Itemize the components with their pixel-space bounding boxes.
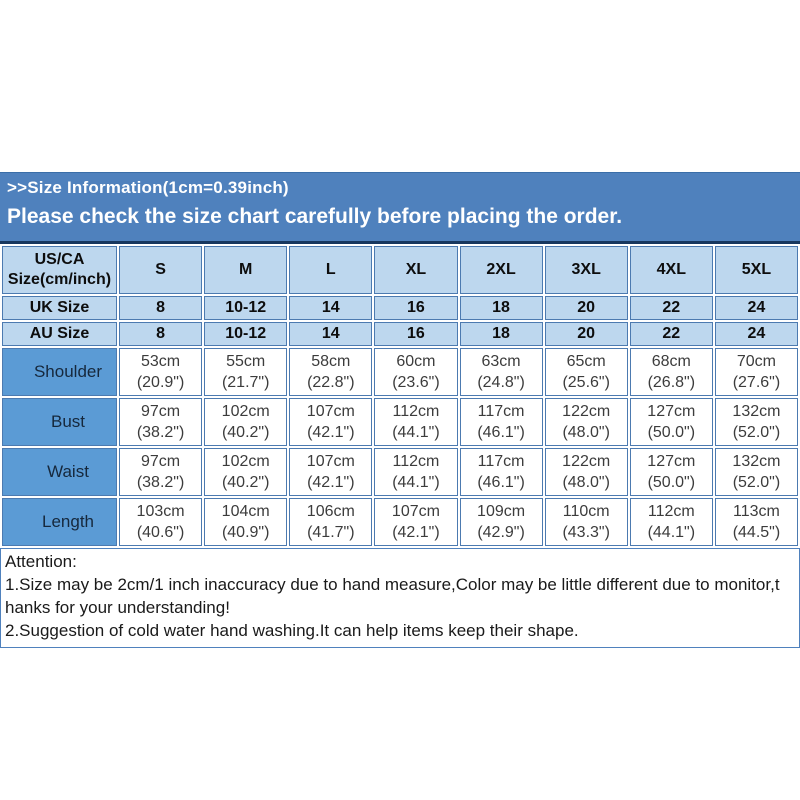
attention-line: hanks for your understanding! [5, 598, 230, 617]
measurement-cell [715, 448, 798, 496]
size-value-cell: 24 [715, 322, 798, 346]
size-column-header: M [204, 246, 287, 294]
measurement-cm: 104cm [221, 503, 270, 520]
measurement-inch: (26.8") [647, 374, 696, 391]
measurement-cm: 106cm [306, 503, 355, 520]
corner-header-line: US/CA [34, 251, 85, 268]
measurement-inch: (44.1") [392, 474, 440, 491]
measurement-inch: (20.9") [136, 374, 185, 391]
measurement-cell [460, 448, 543, 496]
measurement-inch: (44.1") [392, 424, 440, 441]
measurement-inch: (46.1") [477, 424, 525, 441]
measurement-inch: (24.8") [477, 374, 525, 391]
measurement-cell [289, 398, 372, 446]
measurement-cm: 112cm [647, 503, 695, 520]
size-conversion-row [2, 322, 798, 346]
size-column-header: 4XL [630, 246, 713, 294]
measurement-cm: 97cm [141, 453, 181, 470]
measurement-inch: (46.1") [477, 474, 525, 491]
measurement-inch: (21.7") [221, 374, 270, 391]
measurement-cell [204, 498, 287, 546]
measurement-row [2, 348, 798, 396]
measurement-cell [545, 398, 628, 446]
top-whitespace [0, 0, 800, 172]
measurement-row-label: Bust [2, 398, 117, 446]
measurement-inch: (43.3") [562, 524, 610, 541]
measurement-inch: (41.7") [307, 524, 355, 541]
measurement-cell [460, 348, 543, 396]
measurement-cell [545, 448, 628, 496]
size-column-header: 3XL [545, 246, 628, 294]
banner-subtitle: Please check the size chart carefully before placing the order. [7, 205, 623, 228]
measurement-cell [119, 448, 202, 496]
size-value-cell: 24 [715, 296, 798, 320]
measurement-cm: 107cm [306, 453, 355, 470]
measurement-cm: 127cm [647, 453, 696, 470]
measurement-cell [119, 498, 202, 546]
measurement-cm: 68cm [651, 353, 691, 370]
measurement-cm: 97cm [141, 403, 181, 420]
measurement-cell [374, 348, 457, 396]
measurement-inch: (52.0") [732, 424, 781, 441]
size-value-cell: 20 [545, 296, 628, 320]
measurement-cm: 127cm [647, 403, 696, 420]
measurement-cell [630, 448, 713, 496]
measurement-cm: 132cm [732, 403, 781, 420]
size-value-cell: 16 [374, 296, 457, 320]
measurement-cell [545, 348, 628, 396]
measurement-cell [289, 348, 372, 396]
size-column-header: L [289, 246, 372, 294]
measurement-cell [460, 398, 543, 446]
measurement-cell [715, 498, 798, 546]
measurement-inch: (38.2") [136, 474, 185, 491]
size-value-cell: 22 [630, 296, 713, 320]
size-value-cell: 18 [460, 296, 543, 320]
size-value-cell: 16 [374, 322, 457, 346]
measurement-cell [119, 348, 202, 396]
size-info-banner [0, 172, 800, 244]
measurement-cell [204, 348, 287, 396]
measurement-row-label: Shoulder [2, 348, 117, 396]
measurement-cm: 65cm [566, 353, 606, 370]
size-column-header: 2XL [460, 246, 543, 294]
measurement-inch: (50.0") [647, 474, 696, 491]
measurement-inch: (40.9") [221, 524, 270, 541]
measurement-inch: (48.0") [562, 424, 610, 441]
measurement-cm: 102cm [221, 403, 270, 420]
measurement-cm: 103cm [136, 503, 185, 520]
size-value-cell: 10-12 [204, 322, 287, 346]
measurement-row-label: Waist [2, 448, 117, 496]
measurement-cell [630, 348, 713, 396]
measurement-cell [289, 498, 372, 546]
size-value-cell: 8 [119, 322, 202, 346]
size-column-header: XL [374, 246, 457, 294]
size-row-label: UK Size [2, 296, 117, 320]
measurement-cell [460, 498, 543, 546]
attention-line: 1.Size may be 2cm/1 inch inaccuracy due to hand measure,Color may be little different due to monitor,t [5, 575, 780, 594]
measurement-cm: 132cm [732, 453, 781, 470]
size-conversion-row [2, 296, 798, 320]
measurement-cm: 122cm [562, 403, 611, 420]
measurement-inch: (25.6") [562, 374, 610, 391]
corner-header-cell [2, 246, 117, 294]
size-value-cell: 18 [460, 322, 543, 346]
measurement-cell [374, 398, 457, 446]
measurement-cell [630, 398, 713, 446]
measurement-cm: 122cm [562, 453, 611, 470]
measurement-cell [630, 498, 713, 546]
measurement-inch: (44.1") [647, 524, 696, 541]
size-value-cell: 10-12 [204, 296, 287, 320]
measurement-inch: (23.6") [392, 374, 440, 391]
measurement-cell [715, 348, 798, 396]
measurement-cm: 55cm [226, 353, 266, 370]
measurement-inch: (50.0") [647, 424, 696, 441]
measurement-cm: 63cm [481, 353, 521, 370]
measurement-inch: (48.0") [562, 474, 610, 491]
measurement-row [2, 498, 798, 546]
measurement-cm: 112cm [392, 403, 440, 420]
size-column-header: S [119, 246, 202, 294]
measurement-inch: (42.1") [307, 424, 355, 441]
measurement-cell [715, 398, 798, 446]
measurement-inch: (42.1") [392, 524, 440, 541]
size-value-cell: 22 [630, 322, 713, 346]
size-value-cell: 8 [119, 296, 202, 320]
measurement-cm: 112cm [392, 453, 440, 470]
measurement-cm: 70cm [736, 353, 776, 370]
size-header-row [2, 246, 798, 294]
measurement-inch: (27.6") [732, 374, 781, 391]
measurement-cm: 107cm [391, 503, 440, 520]
measurement-inch: (38.2") [136, 424, 185, 441]
size-value-cell: 14 [289, 322, 372, 346]
measurement-cell [204, 398, 287, 446]
measurement-inch: (44.5") [732, 524, 781, 541]
size-value-cell: 14 [289, 296, 372, 320]
measurement-cm: 113cm [733, 503, 780, 520]
measurement-cm: 109cm [477, 503, 526, 520]
measurement-row [2, 448, 798, 496]
measurement-cell [204, 448, 287, 496]
attention-line: 2.Suggestion of cold water hand washing.It can help items keep their shape. [5, 621, 579, 640]
measurement-inch: (42.1") [307, 474, 355, 491]
measurement-inch: (40.2") [221, 474, 270, 491]
corner-header-line: Size(cm/inch) [7, 271, 112, 288]
measurement-inch: (40.2") [221, 424, 270, 441]
measurement-inch: (42.9") [477, 524, 525, 541]
measurement-row [2, 398, 798, 446]
attention-note [0, 548, 800, 648]
measurement-cell [289, 448, 372, 496]
banner-title: >>Size Information(1cm=0.39inch) [7, 178, 289, 197]
measurement-cm: 58cm [311, 353, 351, 370]
measurement-cell [374, 498, 457, 546]
measurement-row-label: Length [2, 498, 117, 546]
measurement-cell [545, 498, 628, 546]
size-row-label: AU Size [2, 322, 117, 346]
size-value-cell: 20 [545, 322, 628, 346]
size-column-header: 5XL [715, 246, 798, 294]
measurement-cell [119, 398, 202, 446]
measurement-cm: 53cm [141, 353, 181, 370]
attention-line: Attention: [5, 552, 77, 571]
size-chart-table [0, 244, 800, 548]
measurement-cm: 107cm [306, 403, 355, 420]
measurement-inch: (40.6") [136, 524, 185, 541]
measurement-cm: 117cm [477, 453, 525, 470]
measurement-inch: (22.8") [307, 374, 355, 391]
measurement-cell [374, 448, 457, 496]
measurement-inch: (52.0") [732, 474, 781, 491]
measurement-cm: 60cm [396, 353, 436, 370]
measurement-cm: 117cm [477, 403, 525, 420]
measurement-cm: 102cm [221, 453, 270, 470]
measurement-cm: 110cm [562, 503, 610, 520]
